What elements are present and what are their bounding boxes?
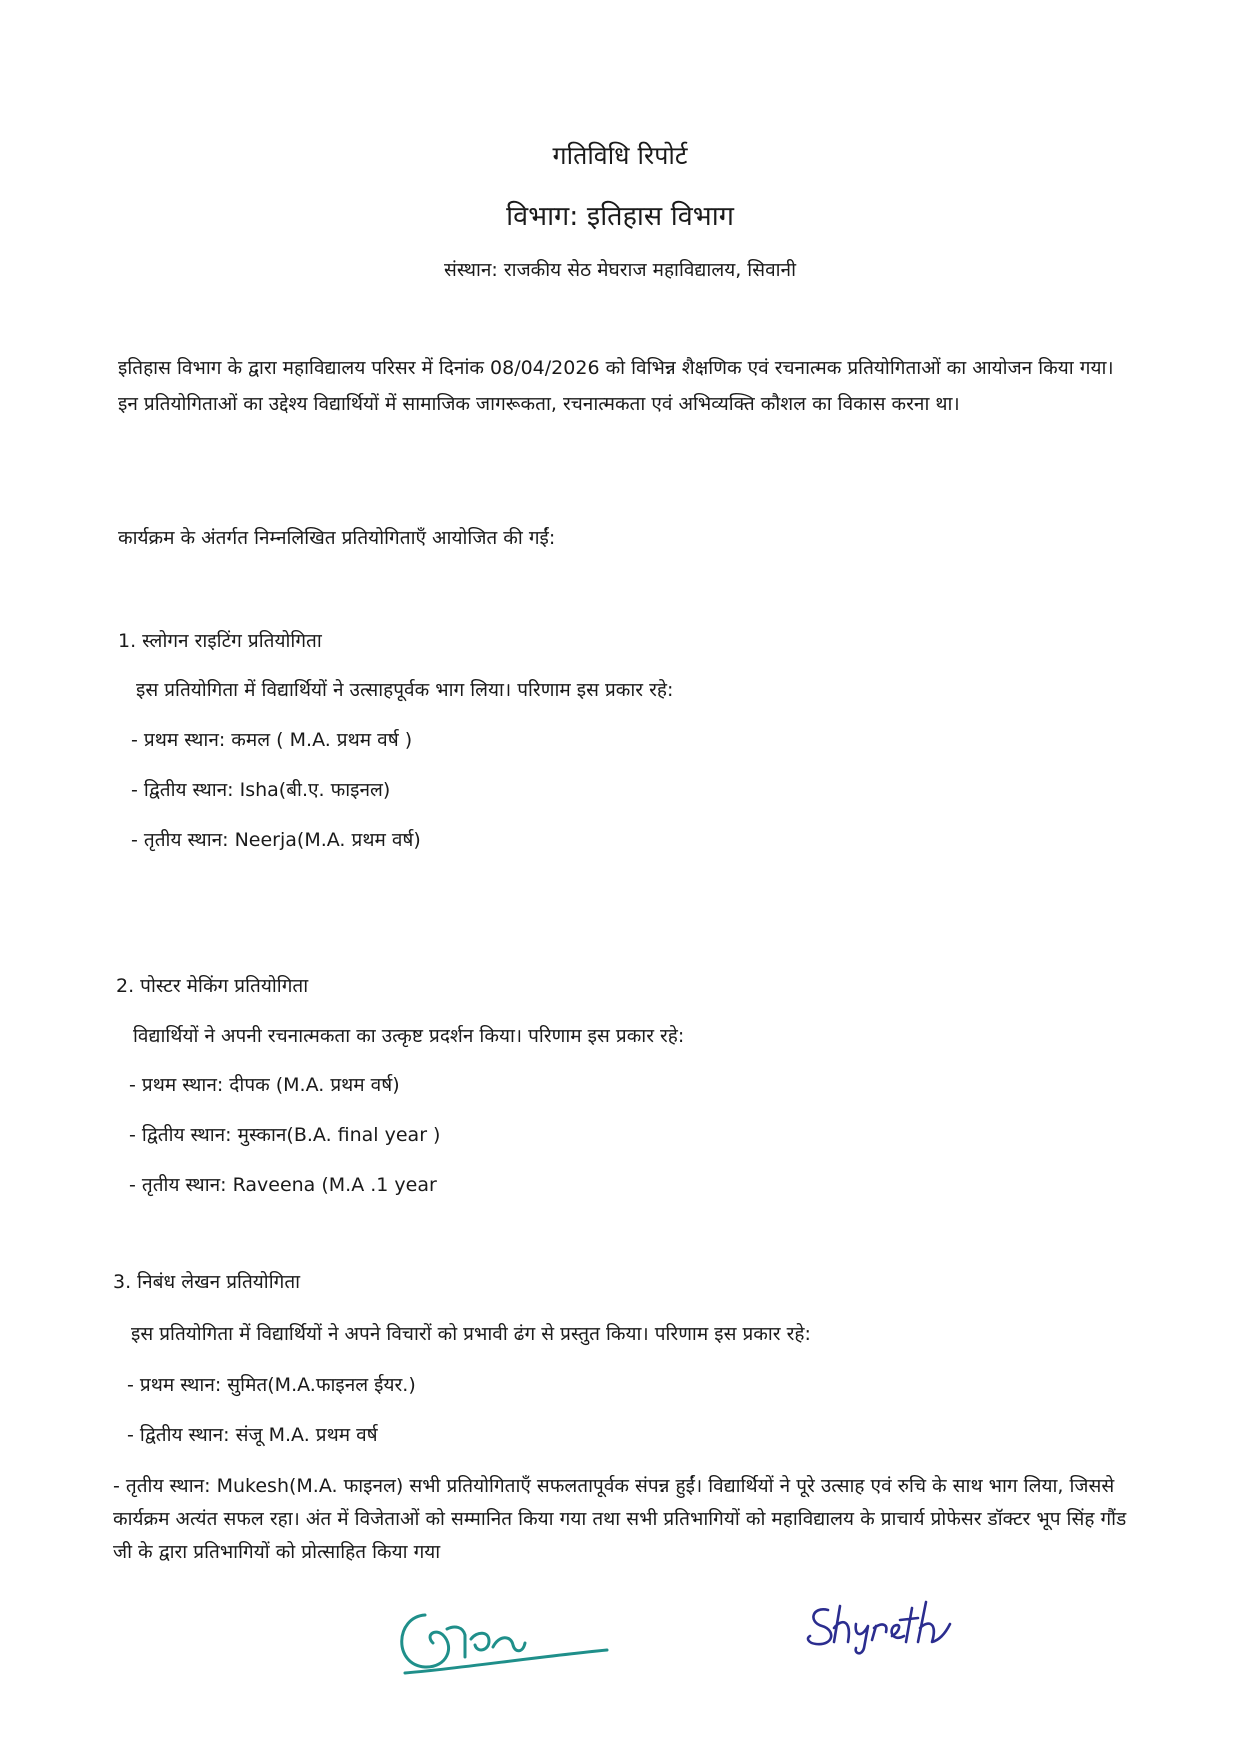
competition-3-result-1: - प्रथम स्थान: सुमित(M.A.फाइनल ईयर.): [127, 1374, 416, 1396]
competition-2-title: 2. पोस्टर मेकिंग प्रतियोगिता: [116, 975, 309, 997]
competition-2-description: विद्यार्थियों ने अपनी रचनात्मकता का उत्कृष्ट प्रदर्शन किया। परिणाम इस प्रकार रहे:: [133, 1025, 685, 1047]
competition-2-result-2: - द्वितीय स्थान: मुस्कान(B.A. final year ): [129, 1124, 441, 1146]
competition-1-result-1: - प्रथम स्थान: कमल ( M.A. प्रथम वर्ष ): [131, 729, 413, 751]
competition-1-title: 1. स्लोगन राइटिंग प्रतियोगिता: [118, 630, 322, 652]
competition-1-result-2: - द्वितीय स्थान: Isha(बी.ए. फाइनल): [131, 779, 391, 801]
competition-2-result-3: - तृतीय स्थान: Raveena (M.A .1 year: [129, 1174, 437, 1196]
institution-line: संस्थान: राजकीय सेठ मेघराज महाविद्यालय, सिवानी: [443, 259, 797, 281]
competition-1-result-3: - तृतीय स्थान: Neerja(M.A. प्रथम वर्ष): [131, 829, 421, 851]
department-heading: विभाग: इतिहास विभाग: [506, 201, 734, 232]
competition-2-result-1: - प्रथम स्थान: दीपक (M.A. प्रथम वर्ष): [129, 1074, 400, 1096]
signature-right: [800, 1592, 975, 1662]
competition-3-description: इस प्रतियोगिता में विद्यार्थियों ने अपने विचारों को प्रभावी ढंग से प्रस्तुत किया। परिणाम इस प्रकार रहे:: [131, 1323, 811, 1345]
intro-paragraph: इतिहास विभाग के द्वारा महाविद्यालय परिसर में दिनांक 08/04/2026 को विभिन्न शैक्षणिक एवं रचनात्मक प्रतियोगिताओं का आयोजन किया गया। इन प्रतियोगिताओं का उद्देश्य विद्यार्थियों में सामाजिक जागरूकता, रचनात्मकता एवं अभिव्यक्ति कौशल का विकास करना था।: [118, 357, 1114, 415]
closing-paragraph: - तृतीय स्थान: Mukesh(M.A. फाइनल) सभी प्रतियोगिताएँ सफलतापूर्वक संपन्न हुईं। विद्यार्थियों ने पूरे उत्साह एवं रुचि के साथ भाग लिया, जिससे कार्यक्रम अत्यंत सफल रहा। अंत में विजेताओं को सम्मानित किया गया तथा सभी प्रतिभागियों को महाविद्यालय के प्राचार्य प्रोफेसर डॉक्टर भूप सिंह गौंड जी के द्वारा प्रतिभागियों को प्रोत्साहित किया गया: [113, 1475, 1127, 1563]
competition-3-result-2: - द्वितीय स्थान: संजू M.A. प्रथम वर्ष: [127, 1424, 378, 1446]
competition-3-title: 3. निबंध लेखन प्रतियोगिता: [113, 1271, 301, 1293]
program-line: कार्यक्रम के अंतर्गत निम्नलिखित प्रतियोगिताएँ आयोजित की गईं:: [118, 527, 556, 549]
report-title: गतिविधि रिपोर्ट: [552, 141, 688, 170]
signature-left: [385, 1595, 615, 1685]
competition-1-description: इस प्रतियोगिता में विद्यार्थियों ने उत्साहपूर्वक भाग लिया। परिणाम इस प्रकार रहे:: [136, 679, 674, 701]
